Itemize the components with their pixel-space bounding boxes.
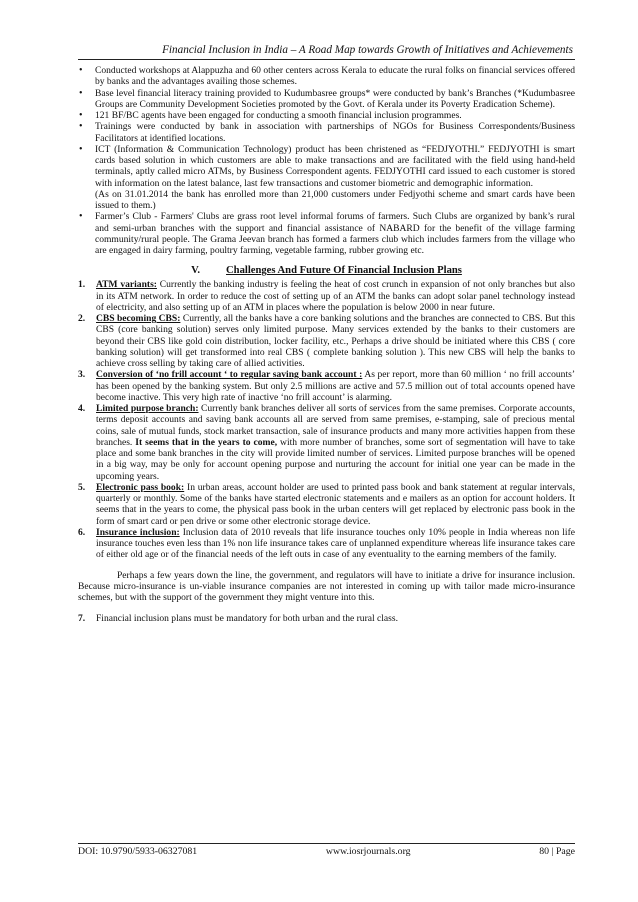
item-text: As per report, more than 60 million ‘ no frill accounts’ has been opened by the banking system. But only 2.5 millions are active and 57.5 million out of total accounts opened have become inactive. This very high rate of inactive ‘no frill account’ is alarming. xyxy=(96,369,575,403)
final-item xyxy=(78,613,575,624)
challenge-item xyxy=(78,482,575,527)
footer-page-number: 80 | Page xyxy=(539,846,575,857)
item-number: 1. xyxy=(78,279,86,291)
item-number: 7. xyxy=(78,612,86,624)
list-item: • 121 BF/BC agents have been engaged for conducting a smooth financial inclusion programmes. xyxy=(78,110,575,121)
list-item: • Farmer’s Club - Farmers' Clubs are grass root level informal forums of farmers. Such Clubs are organized by bank’s rural and semi-urban branches with the support and financial assistance of NABARD for the benefit of the village farming community/rural people. The Grama Jeevan branch has formed a farmers club which includes farmers from the village who are engaged in dairy farming, poultry farming, vegetable farming, rubber growing etc. xyxy=(78,211,575,256)
item-text: Currently the banking industry is feeling the heat of cost crunch in expansion of not only branches but also in its ATM network. In order to reduce the cost of setting up of an ATM the banks can adopt solar panel technology instead of electricity, and also setting up of an ATM in places where the population is below 2000 in near future. xyxy=(96,279,575,313)
item-text: Financial inclusion plans must be mandatory for both urban and the rural class. xyxy=(96,612,398,624)
challenge-item xyxy=(78,403,575,482)
item-text: Currently bank branches deliver all sorts of services from the same premises. Corporate accounts, terms deposit accounts and saving bank accounts all are served from same premises, e-stamping, sale of precious mental coins, sale of mutual funds, stock market transaction, sale of insurance products and many more activities happen from these branches. xyxy=(96,403,575,448)
insurance-paragraph: Perhaps a few years down the line, the government, and regulators will have to initiate a drive for insurance inclusion. Because micro-insurance is un-viable insurance companies are not interested in coming up with tailor made micro-insurance schemes, but with the support of the government they might venture into this. xyxy=(78,569,575,603)
page-footer xyxy=(78,843,575,858)
footer-website: www.iosrjournals.org xyxy=(325,846,411,857)
section-number: V. xyxy=(191,265,201,277)
list-item: • Conducted workshops at Alappuzha and 60 other centers across Kerala to educate the rural folks on financial services offered by banks and the advantages availing those schemes. xyxy=(78,65,575,88)
section-heading xyxy=(78,264,575,277)
item-label: Electronic pass book: xyxy=(96,481,185,493)
item-label: Insurance inclusion: xyxy=(96,526,180,538)
section-title: Challenges And Future Of Financial Inclusion Plans xyxy=(226,265,462,277)
item-text-after: with more number of branches, some sort of segmentation will have to take place and some bank branches in the city will provide limited number of services. Limited purpose branches will be opened in a big way, may be only for account opening purpose and nurturing the account for initial one year can be made in the upcoming years. xyxy=(96,436,575,482)
ict-description: • ICT (Information & Communication Technology) product has been christened as “FEDJYOTHI.” FEDJYOTHI is smart cards based solution in which customers are able to make transactions and are facilitated with the field using hand-held terminals, aptly called micro ATMs, by Business Correspondent agents. FEDJYOTHI card issued to each customer is stored with information on the latest balance, last few transactions and customer biometric and demographic information. xyxy=(95,143,575,189)
running-head: Financial Inclusion in India – A Road Map towards Growth of Initiatives and Achievements xyxy=(78,44,575,60)
challenge-item xyxy=(78,369,575,403)
item-text: In urban areas, account holder are used to printed pass book and bank statement at regular intervals, quarterly or monthly. Some of the banks have started electronic statements and e mailers as an option for account holders. It seems that in the years to come, the physical pass book in the urban centers will get replaced by electronic pass book in the form of smart card or pen drive or some other electronic storage device. xyxy=(96,481,575,527)
challenges-list xyxy=(78,279,575,560)
item-number: 6. xyxy=(78,526,86,538)
list-item-ict xyxy=(78,144,575,212)
challenge-item xyxy=(78,313,575,369)
item-number: 4. xyxy=(78,403,86,414)
ict-note: (As on 31.01.2014 the bank has enrolled more than 21,000 customers under Fedjyothi scheme and smart cards have been issued to them.) xyxy=(95,188,575,211)
challenge-item xyxy=(78,279,575,313)
footer-doi: DOI: 10.9790/5933-06327081 xyxy=(78,846,198,857)
item-label: ATM variants: xyxy=(96,279,157,291)
item-emphasis: It seems that in the years to come, xyxy=(135,436,278,448)
item-label: CBS becoming CBS: xyxy=(96,313,181,324)
item-label: Limited purpose branch: xyxy=(96,403,199,414)
item-text: Inclusion data of 2010 reveals that life insurance touches only 10% people in India whereas non life insurance touches even less than 1% non life insurance takes care of unplanned expenditure whereas life insurance takes care of either old age or of the financial needs of the left outs in case of any eventuality to the earning members of the family. xyxy=(96,526,575,561)
item-number: 2. xyxy=(78,313,86,324)
item-text: Currently, all the banks have a core banking solutions and the branches are connected to CBS. But this CBS (core banking solution) serves only limited purpose. Many services extended by the banks to their customers are beyond their CBS like gold coin distribution, locker facility, etc., Perhaps a drive should be initiated where this CBS ( core banking solution) will get transformed into real CBS ( complete banking solution ). This new CBS will help the banks to achieve cross selling by taking care of allied activities. xyxy=(96,313,575,369)
challenge-item xyxy=(78,527,575,561)
list-item: • Trainings were conducted by bank in association with partnerships of NGOs for Business Correspondents/Business Facilitators at identified locations. xyxy=(78,121,575,144)
bullet-list xyxy=(78,65,575,256)
item-label: Conversion of ‘no frill account ‘ to regular saving bank account : xyxy=(96,369,363,381)
item-number: 3. xyxy=(78,369,86,381)
list-item: • Base level financial literacy training provided to Kudumbasree groups* were conducted by bank’s Branches (*Kudumbasree Groups are Community Development Societies promoted by the Govt. of Kerala under its Poverty Eradication Scheme). xyxy=(78,88,575,111)
item-number: 5. xyxy=(78,481,86,493)
